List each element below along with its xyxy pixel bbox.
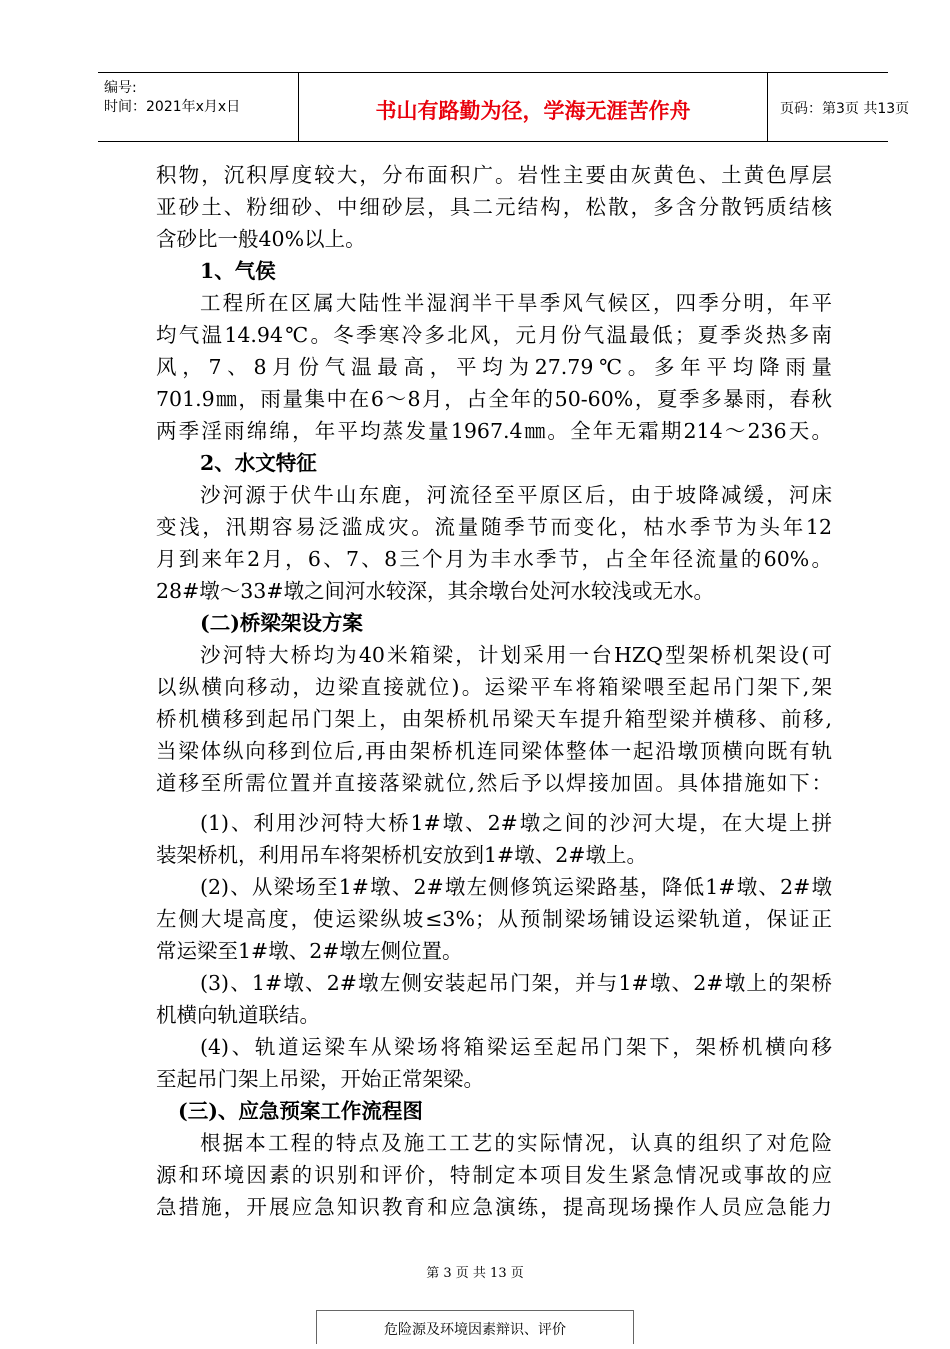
text-line: 701.9㎜，雨量集中在6～8月，占全年的50-60%，夏季多暴雨，春秋 bbox=[156, 387, 832, 411]
text-line: 风，7、8月份气温最高，平均为27.79℃。多年平均降雨量 bbox=[156, 355, 832, 379]
number-label: 编号: bbox=[104, 80, 137, 96]
text-line: 含砂比一般40%以上。 bbox=[156, 227, 366, 251]
footer-tab: 危险源及环境因素辩识、评价 bbox=[316, 1310, 634, 1344]
text-line: 根据本工程的特点及施工工艺的实际情况，认真的组织了对危险 bbox=[200, 1131, 832, 1155]
section-heading: (三)、应急预案工作流程图 bbox=[178, 1099, 423, 1123]
page-footer: 第 3 页 共 13 页 bbox=[426, 1266, 524, 1281]
text-line: 两季淫雨绵绵，年平均蒸发量1967.4㎜。全年无霜期214～236天。 bbox=[156, 419, 832, 443]
text-line: (4)、轨道运梁车从梁场将箱梁运至起吊门架下，架桥机横向移 bbox=[200, 1035, 832, 1059]
time-label: 时间：2021年x月x日 bbox=[104, 99, 241, 115]
text-line: 均气温14.94℃。冬季寒冷多北风，元月份气温最低；夏季炎热多南 bbox=[156, 323, 832, 347]
text-line: 28#墩～33#墩之间河水较深，其余墩台处河水较浅或无水。 bbox=[156, 579, 715, 603]
text-line: (3)、1#墩、2#墩左侧安装起吊门架，并与1#墩、2#墩上的架桥 bbox=[200, 971, 832, 995]
page-header bbox=[98, 72, 910, 142]
text-line: 常运梁至1#墩、2#墩左侧位置。 bbox=[156, 939, 463, 963]
text-line: 机横向轨道联结。 bbox=[156, 1003, 320, 1027]
text-line: 源和环境因素的识别和评价，特制定本项目发生紧急情况或事故的应 bbox=[156, 1163, 832, 1187]
text-line: 变浅，汛期容易泛滥成灾。流量随季节而变化，枯水季节为头年12 bbox=[156, 515, 832, 539]
text-line: (2)、从梁场至1#墩、2#墩左侧修筑运梁路基，降低1#墩、2#墩 bbox=[200, 875, 832, 899]
text-line: (1)、利用沙河特大桥1#墩、2#墩之间的沙河大堤，在大堤上拼 bbox=[200, 811, 832, 835]
text-line: 以纵横向移动，边梁直接就位)。运梁平车将箱梁喂至起吊门架下,架 bbox=[156, 675, 832, 699]
text-line: 桥机横移到起吊门架上，由架桥机吊梁天车提升箱型梁并横移、前移, bbox=[156, 707, 832, 731]
text-line: 积物，沉积厚度较大，分布面积广。岩性主要由灰黄色、土黄色厚层 bbox=[156, 163, 832, 187]
text-line: 工程所在区属大陆性半湿润半干旱季风气候区，四季分明，年平 bbox=[200, 291, 832, 315]
section-heading: (二)桥梁架设方案 bbox=[200, 611, 363, 635]
section-heading: 2、水文特征 bbox=[200, 451, 317, 475]
text-line: 左侧大堤高度，使运梁纵坡≤3%；从预制梁场铺设运梁轨道，保证正 bbox=[156, 907, 832, 931]
section-heading: 1、气侯 bbox=[200, 259, 276, 283]
text-line: 道移至所需位置并直接落梁就位,然后予以焊接加固。具体措施如下： bbox=[156, 771, 832, 795]
text-line: 当梁体纵向移到位后,再由架桥机连同梁体整体一起沿墩顶横向既有轨 bbox=[156, 739, 832, 763]
text-line: 月到来年2月，6、7、8三个月为丰水季节，占全年径流量的60%。 bbox=[156, 547, 832, 571]
header-motto-cell bbox=[298, 73, 768, 141]
page-info: 页码：第3页 共13页 bbox=[780, 101, 910, 117]
text-line: 至起吊门架上吊梁，开始正常架梁。 bbox=[156, 1067, 484, 1091]
text-line: 沙河特大桥均为40米箱梁，计划采用一台HZQ型架桥机架设(可 bbox=[200, 643, 832, 667]
text-line: 急措施，开展应急知识教育和应急演练，提高现场操作人员应急能力 bbox=[156, 1195, 832, 1219]
header-page-cell bbox=[768, 73, 910, 141]
text-line: 亚砂土、粉细砂、中细砂层，具二元结构，松散，多含分散钙质结核 bbox=[156, 195, 832, 219]
text-line: 装架桥机，利用吊车将架桥机安放到1#墩、2#墩上。 bbox=[156, 843, 647, 867]
motto-text: 书山有路勤为径，学海无涯苦作舟 bbox=[375, 99, 691, 123]
header-meta-cell bbox=[98, 73, 298, 141]
text-line: 沙河源于伏牛山东鹿，河流径至平原区后，由于坡降减缓，河床 bbox=[200, 483, 832, 507]
